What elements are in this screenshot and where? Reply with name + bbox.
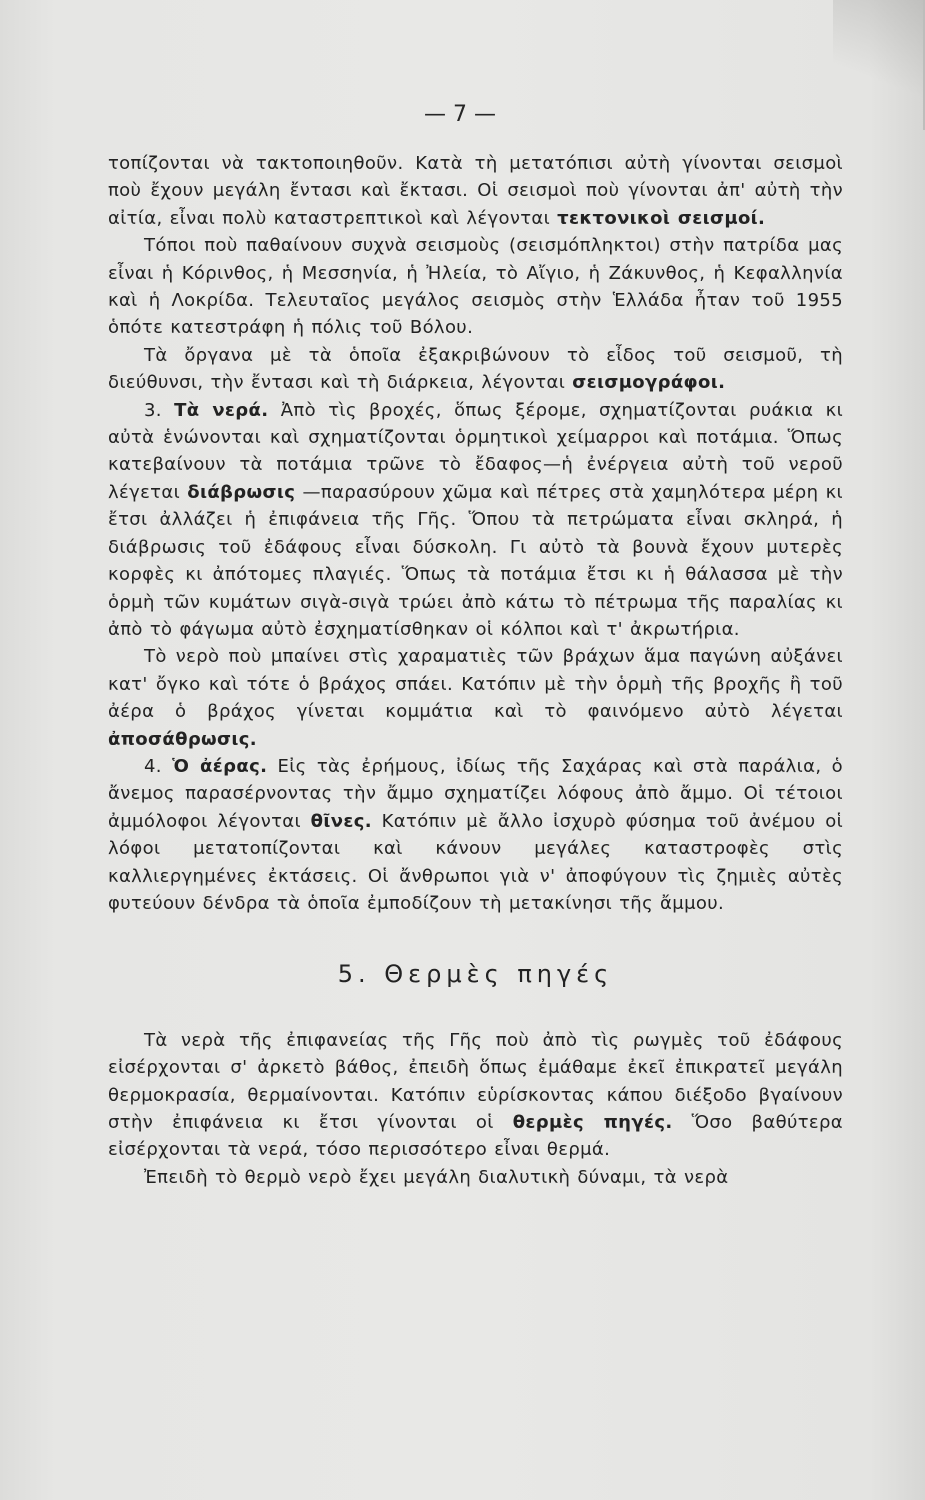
term-weathering: ἀποσάθρωσις. <box>108 728 257 750</box>
paragraph-text: Κατόπιν μὲ ἄλλο ἰσχυρὸ φύσημα τοῦ ἀνέμου οἱ λόφοι μετατοπίζονται καὶ κάνουν μεγάλες καταστροφὲς στὶς καλλιεργημένες ἐκτάσεις. Οἱ ἄνθρωποι γιὰ ν' ἀποφύγουν τὶς ζημιὲς αὐτὲς φυτεύουν δένδρα τὰ ὁποῖα ἐμποδίζουν τὴ μετακίνησι τῆς ἄμμου. <box>108 810 844 914</box>
subsection-number: 4. <box>144 755 162 777</box>
paragraph-text: Τὰ ὄργανα μὲ τὰ ὁποῖα ἐξακριβώνουν τὸ εἶδος τοῦ σεισμοῦ, τὴ διεύθυνσι, τὴν ἔντασι καὶ τὴ διάρκεια, λέγονται <box>108 344 843 394</box>
paragraph-hot-springs <box>108 1027 843 1164</box>
page-edge-shadow <box>833 0 925 130</box>
paragraph-dissolving: Ἐπειδὴ τὸ θερμὸ νερὸ ἔχει μεγάλη διαλυτικὴ δύναμι, τὰ νερὰ <box>144 1166 729 1188</box>
term-hot-springs: θερμὲς πηγές. <box>512 1112 673 1133</box>
paragraph-text: Ἀπὸ τὶς βροχές, ὅπως ξέρομε, σχηματίζονται ρυάκια κι αὐτὰ ἑνώνονται καὶ σχηματίζονται ὁρμητικοὶ χείμαρροι καὶ ποτάμια. Ὅπως κατεβαίνουν τὰ ποτάμια τρῶνε τὸ ἔδαφος—ἡ ἐνέργεια αὐτὴ τοῦ νεροῦ λέγεται <box>108 399 844 503</box>
term-seismographs: σεισμογράφοι. <box>572 372 726 394</box>
term-tectonic-earthquakes: τεκτονικοὶ σεισμοί. <box>557 207 766 229</box>
paragraph-text: τοπίζονται νὰ τακτοποιηθοῦν. Κατὰ τὴ μετατόπισι αὐτὴ γίνονται σεισμοὶ ποὺ ἔχουν μεγάλη ἔντασι καὶ ἔκτασι. Οἱ σεισμοὶ ποὺ γίνονται ἀπ' αὐτὴ τὴν αἰτία, εἶναι πολὺ καταστρεπτικοὶ καὶ λέγονται <box>108 153 843 229</box>
paragraph-text: Εἰς τὰς ἐρήμους, ἰδίως τῆς Σαχάρας καὶ στὰ παράλια, ὁ ἄνεμος παρασέρνοντας τὴν ἄμμο σχηματίζει λόφους ἀπὸ ἄμμο. Οἱ τέτοιοι ἀμμόλοφοι λέγονται <box>108 755 843 832</box>
paragraph-earthquake-places: Τόποι ποὺ παθαίνουν συχνὰ σεισμοὺς (σεισμόπληκτοι) στὴν πατρίδα μας εἶναι ἡ Κόρινθος, ἡ Μεσσηνία, ἡ Ἠλεία, τὸ Αἴγιο, ἡ Ζάκυνθος, ἡ Κεφαλληνία καὶ ἡ Λοκρίδα. Τελευταῖος μεγάλος σεισμὸς στὴν Ἑλλάδα ἦταν τοῦ 1955 ὁπότε κατεστράφη ἡ πόλις τοῦ Βόλου. <box>108 235 843 339</box>
paragraph-seismographs <box>108 342 843 397</box>
paragraph-text: Ὅσο βαθύτερα εἰσέρχονται τὰ νερά, τόσο περισσότερο εἶναι θερμά. <box>108 1112 843 1161</box>
paragraph-air <box>108 753 843 917</box>
term-dunes: θῖνες. <box>310 810 372 832</box>
subsection-heading-air: Ὁ ἀέρας. <box>172 755 268 777</box>
paragraph-tectonic <box>108 150 843 232</box>
paragraph-text: —παρασύρουν χῶμα καὶ πέτρες στὰ χαμηλότερα μέρη κι ἔτσι ἀλλάζει ἡ ἐπιφάνεια τῆς Γῆς. Ὅπου τὰ πετρώματα εἶναι σκληρά, ἡ διάβρωσις τοῦ ἐδάφους εἶναι δύσκολη. Γι αὐτὸ τὰ βουνὰ ἔχουν μυτερὲς κορφὲς κι ἀπότομες πλαγιές. Ὅπως τὰ ποτάμια ἔτσι κι ἡ θάλασσα μὲ τὴν ὁρμὴ τῶν κυμάτων σιγὰ-σιγὰ τρώει ἀπὸ κάτω τὸ πέτρωμα τῆς παραλίας κι ἀπὸ τὸ φάγωμα αὐτὸ ἐσχηματίσθηκαν οἱ κόλποι καὶ τ' ἀκρωτήρια. <box>108 481 843 640</box>
term-erosion: διάβρωσις <box>187 481 296 503</box>
page-body <box>108 150 843 1191</box>
section-heading-hot-springs: 5. Θερμὲς πηγές <box>337 960 614 989</box>
paragraph-text: Τὰ νερὰ τῆς ἐπιφανείας τῆς Γῆς ποὺ ἀπὸ τὶς ρωγμὲς τοῦ ἐδάφους εἰσέρχονται σ' ἀρκετὸ βάθος, ἐπειδὴ ὅπως ἐμάθαμε ἐκεῖ ἐπικρατεῖ μεγάλη θερμοκρασία, θερμαίνονται. Κατόπιν εὑρίσκοντας κάπου διέξοδο βγαίνουν στὴν ἐπιφάνεια κι ἔτσι γίνονται οἱ <box>108 1029 843 1133</box>
paragraph-text: Τὸ νερὸ ποὺ μπαίνει στὶς χαραματιὲς τῶν βράχων ἅμα παγώνη αὐξάνει κατ' ὄγκο καὶ τότε ὁ βράχος σπάει. Κατόπιν μὲ τὴν ὁρμὴ τῆς βροχῆς ἢ τοῦ ἀέρα ὁ βράχος γίνεται κομμάτια καὶ τὸ φαινόμενο αὐτὸ λέγεται <box>108 646 843 723</box>
subsection-heading-waters: Τὰ νερά. <box>174 399 269 421</box>
paragraph-weathering <box>108 643 843 753</box>
paragraph-waters <box>108 397 843 644</box>
subsection-number: 3. <box>144 399 162 421</box>
page-number: — 7 — <box>424 102 496 127</box>
